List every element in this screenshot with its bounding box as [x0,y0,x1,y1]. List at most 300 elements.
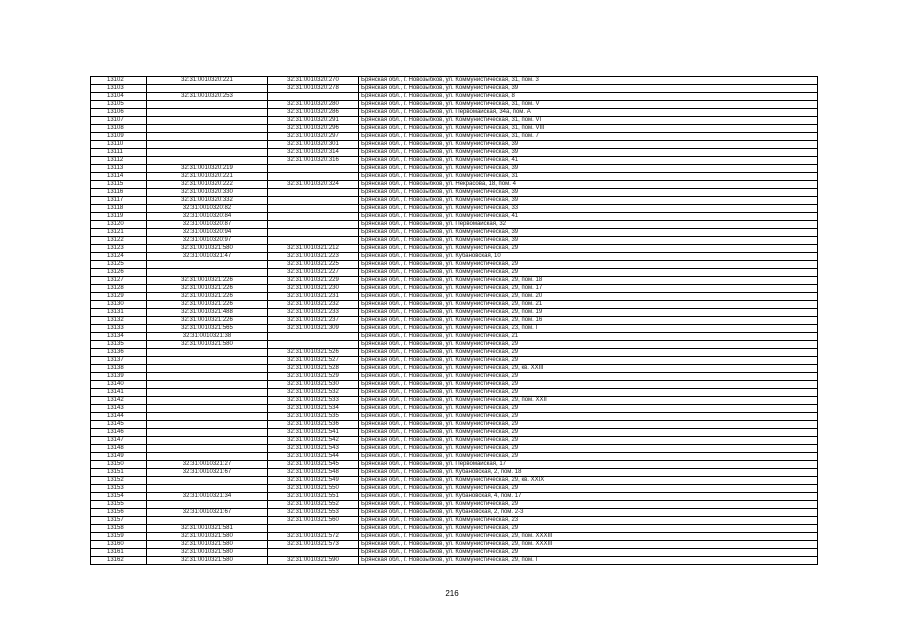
address-cell: Брянская обл., г. Новозыбков, ул. Коммунистическая, 29 [359,485,818,493]
address-cell: Брянская обл., г. Новозыбков, ул. Коммунистическая, 31, пом. 3 [359,77,818,85]
address-cell: Брянская обл., г. Новозыбков, ул. Коммунистическая, 29, кв. XXIX [359,477,818,485]
parcel-number-cell [147,445,268,453]
parcel-number-cell [147,389,268,397]
parcel-number-cell [147,133,268,141]
table-row [91,429,818,437]
object-number-cell [268,197,359,205]
parcel-number-cell: 32:31:0010321:226 [147,317,268,325]
table-row [91,349,818,357]
address-cell: Брянская обл., г. Новозыбков, ул. Коммунистическая, 29 [359,549,818,557]
address-cell: Брянская обл., г. Новозыбков, ул. Коммунистическая, 39 [359,165,818,173]
table-row [91,221,818,229]
address-cell: Брянская обл., г. Новозыбков, ул. Коммунистическая, 29 [359,413,818,421]
table-row [91,389,818,397]
address-cell: Брянская обл., г. Новозыбков, ул. Коммунистическая, 31, пом. VIII [359,125,818,133]
address-cell: Брянская обл., г. Новозыбков, ул. Коммунистическая, 29 [359,525,818,533]
parcel-number-cell [147,429,268,437]
table-row [91,357,818,365]
address-cell: Брянская обл., г. Новозыбков, ул. Коммунистическая, 29, пом. 18 [359,277,818,285]
parcel-number-cell [147,381,268,389]
parcel-number-cell [147,101,268,109]
object-number-cell: 32:31:0010321:553 [268,509,359,517]
object-number-cell: 32:31:0010321:231 [268,293,359,301]
table-row [91,365,818,373]
address-cell: Брянская обл., г. Новозыбков, ул. Коммунистическая, 29 [359,381,818,389]
object-number-cell: 32:31:0010321:309 [268,325,359,333]
row-number-cell: 13121 [91,229,147,237]
address-cell: Брянская обл., г. Новозыбков, ул. Коммунистическая, 29 [359,405,818,413]
table-row [91,237,818,245]
table-row [91,397,818,405]
parcel-number-cell: 32:31:0010321:38 [147,333,268,341]
table-row [91,181,818,189]
parcel-number-cell [147,141,268,149]
address-cell: Брянская обл., г. Новозыбков, ул. Коммунистическая, 29, пом. XXII [359,397,818,405]
object-number-cell: 32:31:0010321:550 [268,485,359,493]
object-number-cell [268,205,359,213]
table-row [91,421,818,429]
address-cell: Брянская обл., г. Новозыбков, ул. Коммунистическая, 39 [359,141,818,149]
address-cell: Брянская обл., г. Новозыбков, ул. Коммунистическая, 29 [359,349,818,357]
object-number-cell: 32:31:0010321:590 [268,557,359,565]
row-number-cell: 13161 [91,549,147,557]
parcel-number-cell: 32:31:0010320:221 [147,77,268,85]
object-number-cell: 32:31:0010321:232 [268,301,359,309]
row-number-cell: 13138 [91,365,147,373]
row-number-cell: 13155 [91,501,147,509]
row-number-cell: 13113 [91,165,147,173]
row-number-cell: 13116 [91,189,147,197]
table-row [91,317,818,325]
row-number-cell: 13133 [91,325,147,333]
table-row [91,125,818,133]
row-number-cell: 13140 [91,381,147,389]
parcel-number-cell: 32:31:0010321:580 [147,541,268,549]
address-cell: Брянская обл., г. Новозыбков, ул. Коммунистическая, 29 [359,445,818,453]
parcel-number-cell [147,477,268,485]
address-cell: Брянская обл., г. Новозыбков, ул. Коммунистическая, 41 [359,157,818,165]
object-number-cell: 32:31:0010321:528 [268,365,359,373]
object-number-cell: 32:31:0010320:297 [268,133,359,141]
address-cell: Брянская обл., г. Новозыбков, ул. Коммунистическая, 29, пом. XXXIII [359,541,818,549]
object-number-cell: 32:31:0010321:527 [268,357,359,365]
table-row [91,245,818,253]
parcel-number-cell [147,413,268,421]
parcel-number-cell [147,437,268,445]
parcel-number-cell [147,269,268,277]
object-number-cell: 32:31:0010321:548 [268,469,359,477]
row-number-cell: 13149 [91,453,147,461]
row-number-cell: 13142 [91,397,147,405]
object-number-cell: 32:31:0010320:296 [268,125,359,133]
table-row [91,333,818,341]
address-cell: Брянская обл., г. Новозыбков, ул. Коммунистическая, 29, пом. I [359,557,818,565]
table-row [91,533,818,541]
object-number-cell: 32:31:0010321:552 [268,501,359,509]
parcel-number-cell: 32:31:0010320:84 [147,213,268,221]
object-number-cell: 32:31:0010320:316 [268,157,359,165]
row-number-cell: 13158 [91,525,147,533]
table-row [91,445,818,453]
address-cell: Брянская обл., г. Новозыбков, ул. Коммунистическая, 31 [359,173,818,181]
object-number-cell: 32:31:0010321:573 [268,541,359,549]
address-cell: Брянская обл., г. Новозыбков, ул. Коммунистическая, 21 [359,333,818,341]
object-number-cell: 32:31:0010321:545 [268,461,359,469]
table-row [91,405,818,413]
table-row [91,469,818,477]
parcel-number-cell: 32:31:0010320:94 [147,229,268,237]
object-number-cell: 32:31:0010321:526 [268,349,359,357]
object-number-cell: 32:31:0010321:223 [268,253,359,261]
table-row [91,93,818,101]
address-cell: Брянская обл., г. Новозыбков, ул. Коммунистическая, 29 [359,357,818,365]
row-number-cell: 13160 [91,541,147,549]
address-cell: Брянская обл., г. Новозыбков, ул. Кубановская, 2, пом. 18 [359,469,818,477]
table-row [91,149,818,157]
table-row [91,197,818,205]
object-number-cell [268,333,359,341]
row-number-cell: 13144 [91,413,147,421]
object-number-cell: 32:31:0010320:314 [268,149,359,157]
row-number-cell: 13157 [91,517,147,525]
row-number-cell: 13105 [91,101,147,109]
table-row [91,541,818,549]
object-number-cell [268,237,359,245]
object-number-cell: 32:31:0010321:542 [268,437,359,445]
parcel-number-cell [147,517,268,525]
address-cell: Брянская обл., г. Новозыбков, ул. Коммунистическая, 29 [359,501,818,509]
object-number-cell: 32:31:0010321:536 [268,421,359,429]
row-number-cell: 13111 [91,149,147,157]
address-cell: Брянская обл., г. Новозыбков, ул. Коммунистическая, 29 [359,245,818,253]
address-cell: Брянская обл., г. Новозыбков, ул. Коммунистическая, 39 [359,149,818,157]
address-cell: Брянская обл., г. Новозыбков, ул. Коммунистическая, 39 [359,237,818,245]
table-row [91,189,818,197]
address-cell: Брянская обл., г. Новозыбков, ул. Коммунистическая, 29, пом. 21 [359,301,818,309]
row-number-cell: 13146 [91,429,147,437]
object-number-cell: 32:31:0010321:227 [268,269,359,277]
table-row [91,413,818,421]
table-row [91,109,818,117]
row-number-cell: 13153 [91,485,147,493]
table-row [91,501,818,509]
address-cell: Брянская обл., г. Новозыбков, ул. Кубановская, 2, пом. 2-3 [359,509,818,517]
row-number-cell: 13145 [91,421,147,429]
table-row [91,341,818,349]
object-number-cell: 32:31:0010321:535 [268,413,359,421]
table-row [91,301,818,309]
table-row [91,213,818,221]
parcel-number-cell: 32:31:0010321:27 [147,461,268,469]
parcel-number-cell [147,421,268,429]
object-number-cell: 32:31:0010320:270 [268,77,359,85]
address-cell: Брянская обл., г. Новозыбков, ул. Коммунистическая, 31, пом. V [359,101,818,109]
object-number-cell: 32:31:0010321:237 [268,317,359,325]
parcel-number-cell: 32:31:0010321:67 [147,469,268,477]
object-number-cell: 32:31:0010321:534 [268,405,359,413]
row-number-cell: 13103 [91,85,147,93]
table-row [91,309,818,317]
parcel-number-cell: 32:31:0010321:226 [147,277,268,285]
row-number-cell: 13128 [91,285,147,293]
row-number-cell: 13127 [91,277,147,285]
address-cell: Брянская обл., г. Новозыбков, ул. Первомайская, 17 [359,461,818,469]
table-row [91,373,818,381]
row-number-cell: 13137 [91,357,147,365]
address-cell: Брянская обл., г. Новозыбков, ул. Некрасова, 18, пом. 4 [359,181,818,189]
row-number-cell: 13122 [91,237,147,245]
table-row [91,381,818,389]
object-number-cell: 32:31:0010321:544 [268,453,359,461]
address-cell: Брянская обл., г. Новозыбков, ул. Коммунистическая, 29 [359,453,818,461]
row-number-cell: 13123 [91,245,147,253]
parcel-number-cell [147,149,268,157]
table-row [91,117,818,125]
table-row [91,453,818,461]
address-cell: Брянская обл., г. Новозыбков, ул. Коммунистическая, 29 [359,373,818,381]
parcel-number-cell [147,157,268,165]
object-number-cell: 32:31:0010321:532 [268,389,359,397]
object-number-cell: 32:31:0010321:230 [268,285,359,293]
address-cell: Брянская обл., г. Новозыбков, ул. Коммунистическая, 41 [359,213,818,221]
parcel-number-cell: 32:31:0010321:226 [147,293,268,301]
row-number-cell: 13130 [91,301,147,309]
object-number-cell: 32:31:0010320:301 [268,141,359,149]
table-row [91,477,818,485]
row-number-cell: 13107 [91,117,147,125]
address-cell: Брянская обл., г. Новозыбков, ул. Коммунистическая, 29 [359,429,818,437]
address-cell: Брянская обл., г. Новозыбков, ул. Коммунистическая, 29 [359,437,818,445]
row-number-cell: 13129 [91,293,147,301]
address-cell: Брянская обл., г. Новозыбков, ул. Коммунистическая, 29 [359,341,818,349]
row-number-cell: 13106 [91,109,147,117]
object-number-cell [268,221,359,229]
parcel-number-cell [147,117,268,125]
address-cell: Брянская обл., г. Новозыбков, ул. Коммунистическая, 29, кв. XXIII [359,365,818,373]
row-number-cell: 13150 [91,461,147,469]
object-number-cell: 32:31:0010321:212 [268,245,359,253]
table-row [91,261,818,269]
parcel-number-cell [147,357,268,365]
parcel-number-cell: 32:31:0010320:221 [147,173,268,181]
row-number-cell: 13108 [91,125,147,133]
address-cell: Брянская обл., г. Новозыбков, ул. Первомайская, 32 [359,221,818,229]
parcel-number-cell [147,261,268,269]
row-number-cell: 13159 [91,533,147,541]
parcel-number-cell: 32:31:0010320:330 [147,189,268,197]
table-row [91,549,818,557]
row-number-cell: 13104 [91,93,147,101]
row-number-cell: 13154 [91,493,147,501]
table-row [91,293,818,301]
object-number-cell: 32:31:0010321:551 [268,493,359,501]
object-number-cell: 32:31:0010321:560 [268,517,359,525]
parcel-number-cell: 32:31:0010321:47 [147,253,268,261]
object-number-cell [268,173,359,181]
parcel-number-cell: 32:31:0010321:565 [147,325,268,333]
row-number-cell: 13117 [91,197,147,205]
parcel-number-cell [147,397,268,405]
parcel-number-cell [147,453,268,461]
parcel-number-cell [147,85,268,93]
row-number-cell: 13147 [91,437,147,445]
table-row [91,269,818,277]
parcel-number-cell: 32:31:0010320:253 [147,93,268,101]
address-cell: Брянская обл., г. Новозыбков, ул. Коммунистическая, 29 [359,421,818,429]
row-number-cell: 13136 [91,349,147,357]
address-cell: Брянская обл., г. Новозыбков, ул. Коммунистическая, 29 [359,389,818,397]
parcel-number-cell [147,365,268,373]
object-number-cell: 32:31:0010320:286 [268,109,359,117]
row-number-cell: 13148 [91,445,147,453]
object-number-cell [268,93,359,101]
row-number-cell: 13132 [91,317,147,325]
table-row [91,173,818,181]
row-number-cell: 13162 [91,557,147,565]
table-row [91,493,818,501]
page-number: 216 [445,589,459,598]
cadastral-register-table [90,76,818,565]
object-number-cell [268,189,359,197]
register-table-body [91,77,818,565]
table-row [91,101,818,109]
object-number-cell: 32:31:0010320:324 [268,181,359,189]
table-row [91,437,818,445]
table-row [91,517,818,525]
row-number-cell: 13114 [91,173,147,181]
object-number-cell: 32:31:0010321:543 [268,445,359,453]
parcel-number-cell: 32:31:0010320:219 [147,165,268,173]
address-cell: Брянская обл., г. Новозыбков, ул. Коммунистическая, 31, пом. 7 [359,133,818,141]
row-number-cell: 13118 [91,205,147,213]
table-row [91,165,818,173]
parcel-number-cell: 32:31:0010320:87 [147,221,268,229]
object-number-cell: 32:31:0010321:533 [268,397,359,405]
object-number-cell: 32:31:0010321:529 [268,373,359,381]
parcel-number-cell: 32:31:0010321:580 [147,533,268,541]
parcel-number-cell [147,405,268,413]
parcel-number-cell: 32:31:0010321:580 [147,245,268,253]
row-number-cell: 13115 [91,181,147,189]
parcel-number-cell: 32:31:0010321:580 [147,549,268,557]
row-number-cell: 13156 [91,509,147,517]
row-number-cell: 13119 [91,213,147,221]
parcel-number-cell: 32:31:0010321:67 [147,509,268,517]
row-number-cell: 13124 [91,253,147,261]
address-cell: Брянская обл., г. Новозыбков, ул. Коммунистическая, 29, пом. 19 [359,309,818,317]
address-cell: Брянская обл., г. Новозыбков, ул. Коммунистическая, 23, пом. I [359,325,818,333]
row-number-cell: 13109 [91,133,147,141]
address-cell: Брянская обл., г. Новозыбков, ул. Коммунистическая, 23 [359,517,818,525]
table-row [91,157,818,165]
object-number-cell [268,213,359,221]
table-row [91,509,818,517]
parcel-number-cell [147,109,268,117]
parcel-number-cell: 32:31:0010321:580 [147,557,268,565]
address-cell: Брянская обл., г. Новозыбков, ул. Коммунистическая, 39 [359,85,818,93]
row-number-cell: 13139 [91,373,147,381]
object-number-cell: 32:31:0010321:549 [268,477,359,485]
row-number-cell: 13120 [91,221,147,229]
object-number-cell: 32:31:0010321:225 [268,261,359,269]
parcel-number-cell: 32:31:0010321:34 [147,493,268,501]
row-number-cell: 13134 [91,333,147,341]
object-number-cell [268,341,359,349]
table-row [91,141,818,149]
row-number-cell: 13151 [91,469,147,477]
object-number-cell: 32:31:0010320:291 [268,117,359,125]
parcel-number-cell: 32:31:0010320:332 [147,197,268,205]
row-number-cell: 13112 [91,157,147,165]
table-row [91,485,818,493]
parcel-number-cell: 32:31:0010320:82 [147,205,268,213]
object-number-cell: 32:31:0010321:572 [268,533,359,541]
table-row [91,229,818,237]
row-number-cell: 13152 [91,477,147,485]
object-number-cell: 32:31:0010320:278 [268,85,359,93]
table-row [91,461,818,469]
table-row [91,133,818,141]
address-cell: Брянская обл., г. Новозыбков, ул. Кубановская, 4, пом. 17 [359,493,818,501]
table-row [91,85,818,93]
object-number-cell [268,165,359,173]
address-cell: Брянская обл., г. Новозыбков, ул. Коммунистическая, 29 [359,269,818,277]
parcel-number-cell: 32:31:0010321:581 [147,525,268,533]
object-number-cell: 32:31:0010321:530 [268,381,359,389]
table-row [91,77,818,85]
row-number-cell: 13141 [91,389,147,397]
address-cell: Брянская обл., г. Новозыбков, ул. Коммунистическая, 39 [359,229,818,237]
parcel-number-cell [147,125,268,133]
object-number-cell [268,549,359,557]
table-row [91,253,818,261]
object-number-cell: 32:31:0010321:229 [268,277,359,285]
parcel-number-cell [147,485,268,493]
address-cell: Брянская обл., г. Новозыбков, ул. Коммунистическая, 29, пом. 20 [359,293,818,301]
parcel-number-cell [147,373,268,381]
parcel-number-cell: 32:31:0010321:226 [147,285,268,293]
address-cell: Брянская обл., г. Новозыбков, ул. Коммунистическая, 8 [359,93,818,101]
row-number-cell: 13131 [91,309,147,317]
parcel-number-cell: 32:31:0010320:222 [147,181,268,189]
row-number-cell: 13125 [91,261,147,269]
table-row [91,557,818,565]
row-number-cell: 13135 [91,341,147,349]
address-cell: Брянская обл., г. Новозыбков, ул. Коммунистическая, 31, пом. VI [359,117,818,125]
parcel-number-cell [147,501,268,509]
object-number-cell: 32:31:0010321:233 [268,309,359,317]
row-number-cell: 13143 [91,405,147,413]
address-cell: Брянская обл., г. Новозыбков, ул. Коммунистическая, 29 [359,261,818,269]
address-cell: Брянская обл., г. Новозыбков, ул. Коммунистическая, 39 [359,189,818,197]
parcel-number-cell: 32:31:0010320:97 [147,237,268,245]
address-cell: Брянская обл., г. Новозыбков, ул. Кубановская, 10 [359,253,818,261]
table-row [91,285,818,293]
parcel-number-cell: 32:31:0010321:226 [147,301,268,309]
parcel-number-cell [147,349,268,357]
parcel-number-cell: 32:31:0010321:488 [147,309,268,317]
address-cell: Брянская обл., г. Новозыбков, ул. Коммунистическая, 29, пом. XXXIII [359,533,818,541]
table-row [91,277,818,285]
address-cell: Брянская обл., г. Новозыбков, ул. Первомайская, 34а, пом. А [359,109,818,117]
object-number-cell: 32:31:0010321:541 [268,429,359,437]
address-cell: Брянская обл., г. Новозыбков, ул. Коммунистическая, 33 [359,205,818,213]
address-cell: Брянская обл., г. Новозыбков, ул. Коммунистическая, 29, пом. 16 [359,317,818,325]
table-row [91,205,818,213]
table-row [91,525,818,533]
object-number-cell [268,229,359,237]
row-number-cell: 13126 [91,269,147,277]
